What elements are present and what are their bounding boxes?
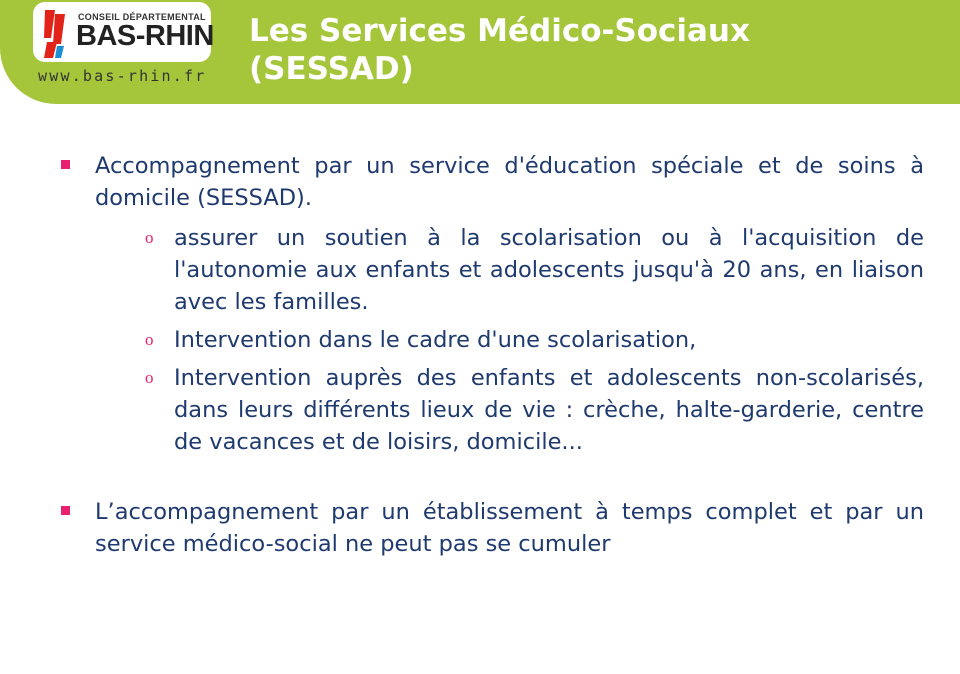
subbullet-text: assurer un soutien à la scolarisation ou à l'acquisition de l'autonomie aux enfants et adolescents jusqu'à 20 ans, en liaison avec les familles. xyxy=(174,225,924,315)
square-bullet-icon xyxy=(61,506,70,515)
subbullet-item xyxy=(95,362,924,458)
circle-bullet-icon: o xyxy=(145,228,154,247)
logo-main-text: BAS-RHIN xyxy=(76,20,214,52)
bas-rhin-logo-icon xyxy=(41,8,67,60)
bullet-item xyxy=(58,496,924,560)
square-bullet-icon xyxy=(61,160,70,169)
subbullet-item xyxy=(95,222,924,318)
header-bar xyxy=(0,0,960,104)
subbullet-item xyxy=(95,324,924,356)
slide-title: Les Services Médico-Sociaux (SESSAD) xyxy=(249,13,750,87)
logo-url[interactable]: www.bas-rhin.fr xyxy=(38,67,207,85)
slide-content xyxy=(58,150,924,560)
bullet-item xyxy=(58,150,924,458)
bullet-text: Accompagnement par un service d'éducation spéciale et de soins à domicile (SESSAD). xyxy=(95,153,924,211)
circle-bullet-icon: o xyxy=(145,368,154,387)
bullet-text: L’accompagnement par un établissement à temps complet et par un service médico-social ne peut pas se cumuler xyxy=(95,499,924,557)
subbullet-text: Intervention dans le cadre d'une scolarisation, xyxy=(174,327,697,353)
logo-top-text: CONSEIL DÉPARTEMENTAL xyxy=(78,12,206,22)
subbullet-list xyxy=(95,222,924,458)
circle-bullet-icon: o xyxy=(145,330,154,349)
logo[interactable] xyxy=(33,2,214,62)
subbullet-text: Intervention auprès des enfants et adolescents non-scolarisés, dans leurs différents lieux de vie : crèche, halte-garderie, centre de vacances et de loisirs, domicile... xyxy=(174,365,924,455)
